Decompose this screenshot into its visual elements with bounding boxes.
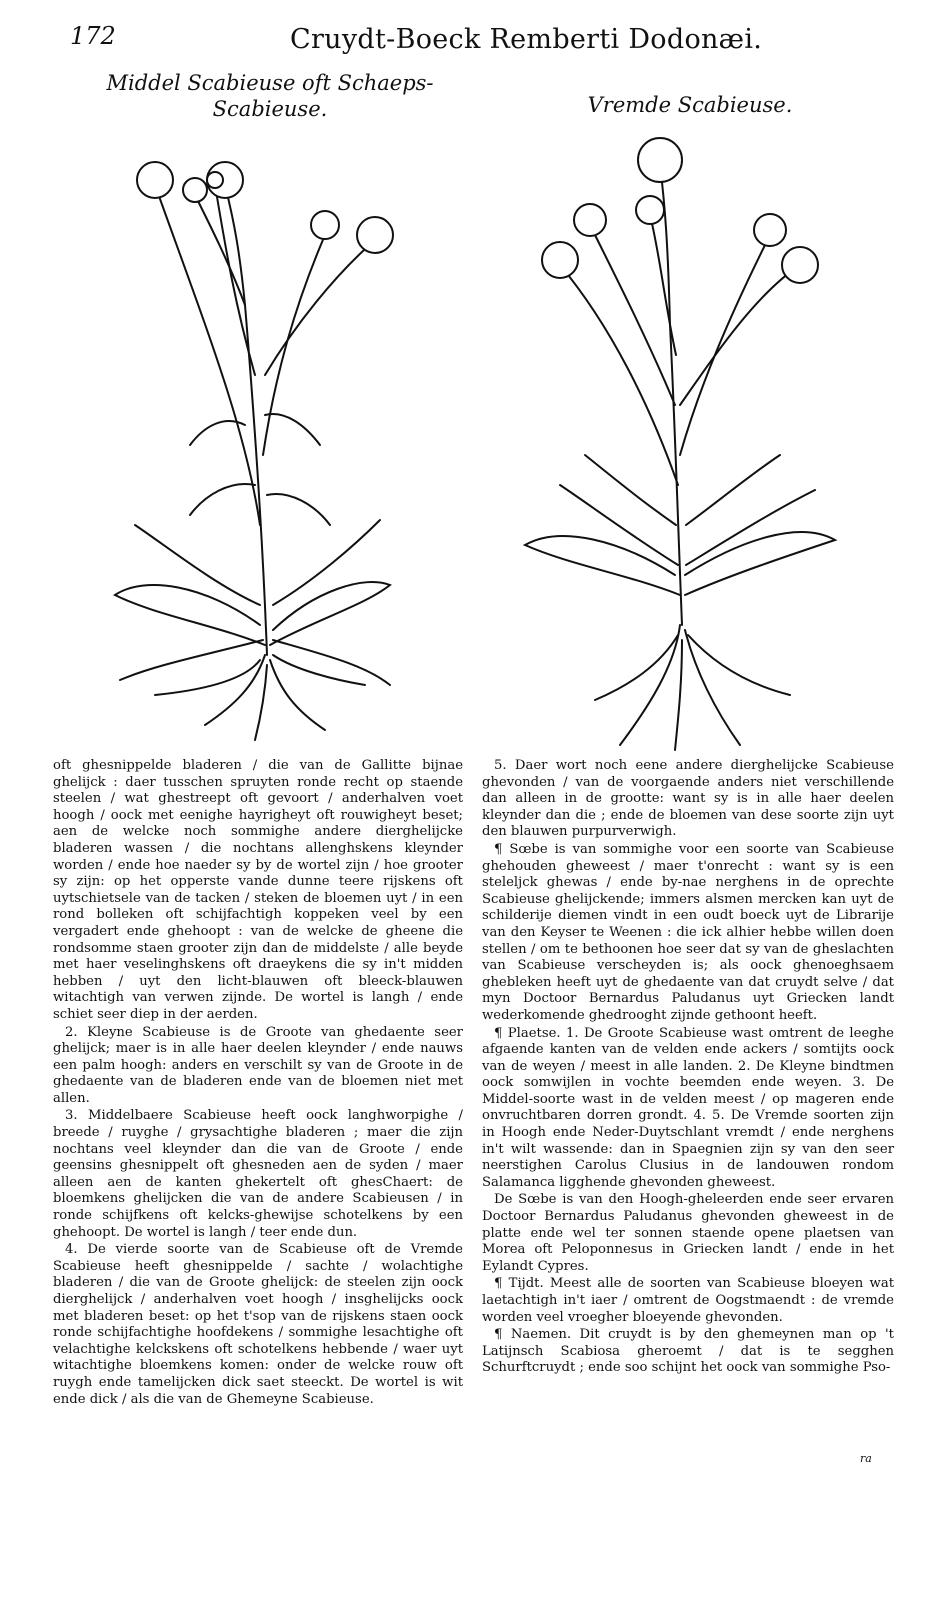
right-paragraph-5: ¶ Tijdt. Meest alle de soorten van Scabieuse bloeyen wat laetachtigh in't iaer / omtrent de Oogstmaendt : de vremde worden veel vroegher bloeyende ghevonden. [482,1276,894,1325]
left-paragraph-2: 2. Kleyne Scabieuse is de Groote van ghedaente seer ghelijck; maer is in alle haer deelen kleynder / ende nauws een palm hoogh: anders en verschilt sy van de Groote in de ghedaente van de bladeren ende van de bloemen niet met allen. [53,1024,463,1106]
catchword: ra [860,1452,872,1465]
right-paragraph-3: ¶ Plaetse. 1. De Groote Scabieuse wast omtrent de leeghe afgaende kanten van de velden ende ackers / somtijts oock van de weyen / meest in alle landen. 2. De Kleyne bindtmen oock somwijlen in vochte beemden ende weyen. 3. De Middel-soorte wast in de velden meest / op mageren ende onvruchtbaren dorren grondt. 4. 5. De Vremde soorten zijn in Hoogh ende Neder-Duytschlant vremdt / ende nerghens in't wilt wassende: dan in Spaegnien zijn sy van den seer neerstighen Carolus Clusius in de landouwen rondom Salamanca ligghende ghevonden gheweest. [482,1025,894,1190]
right-paragraph-1: 5. Daer wort noch eene andere dierghelijcke Scabieuse ghevonden / van de voorgaende anders niet verschillende dan alleen in de grootte: want sy is in alle haer deelen kleynder dan die ; ende de bloemen van dese soorte zijn uyt den blauwen purpurverwigh. [482,758,894,840]
left-caption-line-2: Scabieuse. [212,97,328,121]
right-text-column [482,758,894,1378]
running-title: Cruydt-Boeck Remberti Dodonæi. [290,24,763,55]
left-paragraph-1: oft ghesnippelde bladeren / die van de Gallitte bijnae ghelijck : daer tusschen spruyten ronde recht op staende steelen / wat ghestreept oft gevoort / anderhalven voet hoogh / oock met eenighe hayrigheyt oft rouwigheyt beset; aen de welcke noch sommighe andere dierghelijcke bladeren wassen / die nochtans allenghskens kleynder worden / ende hoe naeder sy by de wortel zijn / hoe grooter sy zijn: op het opperste vande dunne teere rijskens oft uytschietsele van de tacken / steken de bloemen uyt / in een rond bolleken oft schijfachtigh koppeken veel by een vergadert ende ghehoopt : van de welcke de gheene die rondsomme staen grooter zijn dan de middelste / alle beyde met haer veselinghskens oft draeykens die sy in't midden hebben / uyt den licht-blauwen oft bleeck-blauwen witachtigh van verwen zijnde. De wortel is langh / ende schiet seer diep in der aerden. [53,758,463,1022]
left-plant-woodcut [95,125,395,745]
left-paragraph-4: 4. De vierde soorte van de Scabieuse oft de Vremde Scabieuse heeft ghesnippelde / sachte / wolachtighe bladeren / die van de Groote ghelijck: de steelen zijn oock dierghelijck / anderhalven voet hoogh / insghelijcks oock met bladeren beset: op het t'sop van de rijskens staen oock ronde schijfachtighe hoofdekens / sommighe lesachtighe oft velachtighe kelckskens oft schotelkens hebbende / waer uyt witachtighe bloemkens komen: onder de welcke rouw oft ruygh ende tamelijcken dick saet steeckt. De wortel is wit ende dick / als die van de Ghemeyne Scabieuse. [53,1242,463,1407]
right-paragraph-6: ¶ Naemen. Dit cruydt is by den ghemeynen man op 't Latijnsch Scabiosa gheroemt / dat is te segghen Schurftcruydt ; ende soo schijnt het oock van sommighe Pso- [482,1327,894,1376]
left-paragraph-3: 3. Middelbaere Scabieuse heeft oock langhworpighe / breede / ruyghe / grysachtighe bladeren ; maer die zijn nochtans veel kleynder dan die van de Groote / ende geensins ghesnippelt oft ghesneden aen de syden / maer alleen aen de kanten ghekertelt oft ghesChaert: de bloemkens ghelijcken die van de andere Scabieusen / in ronde schijfkens oft kelcks-ghewijse schotelkens by een ghehoopt. De wortel is langh / teer ende dun. [53,1108,463,1240]
right-figure-caption: Vremde Scabieuse. [587,93,793,117]
left-text-column [53,758,463,1409]
right-paragraph-2: ¶ Sœbe is van sommighe voor een soorte van Scabieuse ghehouden gheweest / maer t'onrecht : want sy is een steleljck ghewas / ende by-nae nerghens in de oprechte Scabieuse ghelijckende; immers alsmen mercken kan uyt de schilderije diemen vindt in een oudt boeck uyt de Librarije van den Keyser te Weenen : die ick alhier hebbe willen doen stellen / om te bethoonen hoe seer dat sy van de gheslachten van Scabieuse verscheyden is; als oock ghenoeghsaem ghebleken heeft uyt de ghedaente van dat cruydt selve / dat myn Doctoor Bernardus Paludanus uyt Griecken landt wederkomende ghedrooght zijnde gethoont heeft. [482,841,894,1023]
left-caption-line-1: Middel Scabieuse oft Schaeps- [106,71,434,95]
page-number: 172 [70,22,116,50]
right-plant-woodcut [500,125,860,755]
right-paragraph-4: De Sœbe is van den Hoogh-gheleerden ende seer ervaren Doctoor Bernardus Paludanus ghevonden gheweest in de platte ende wel ter sonnen staende opene plaetsen van Morea oft Peloponnesus in Griecken landt / ende in het Eylandt Cypres. [482,1192,894,1274]
left-figure-caption [100,70,440,122]
